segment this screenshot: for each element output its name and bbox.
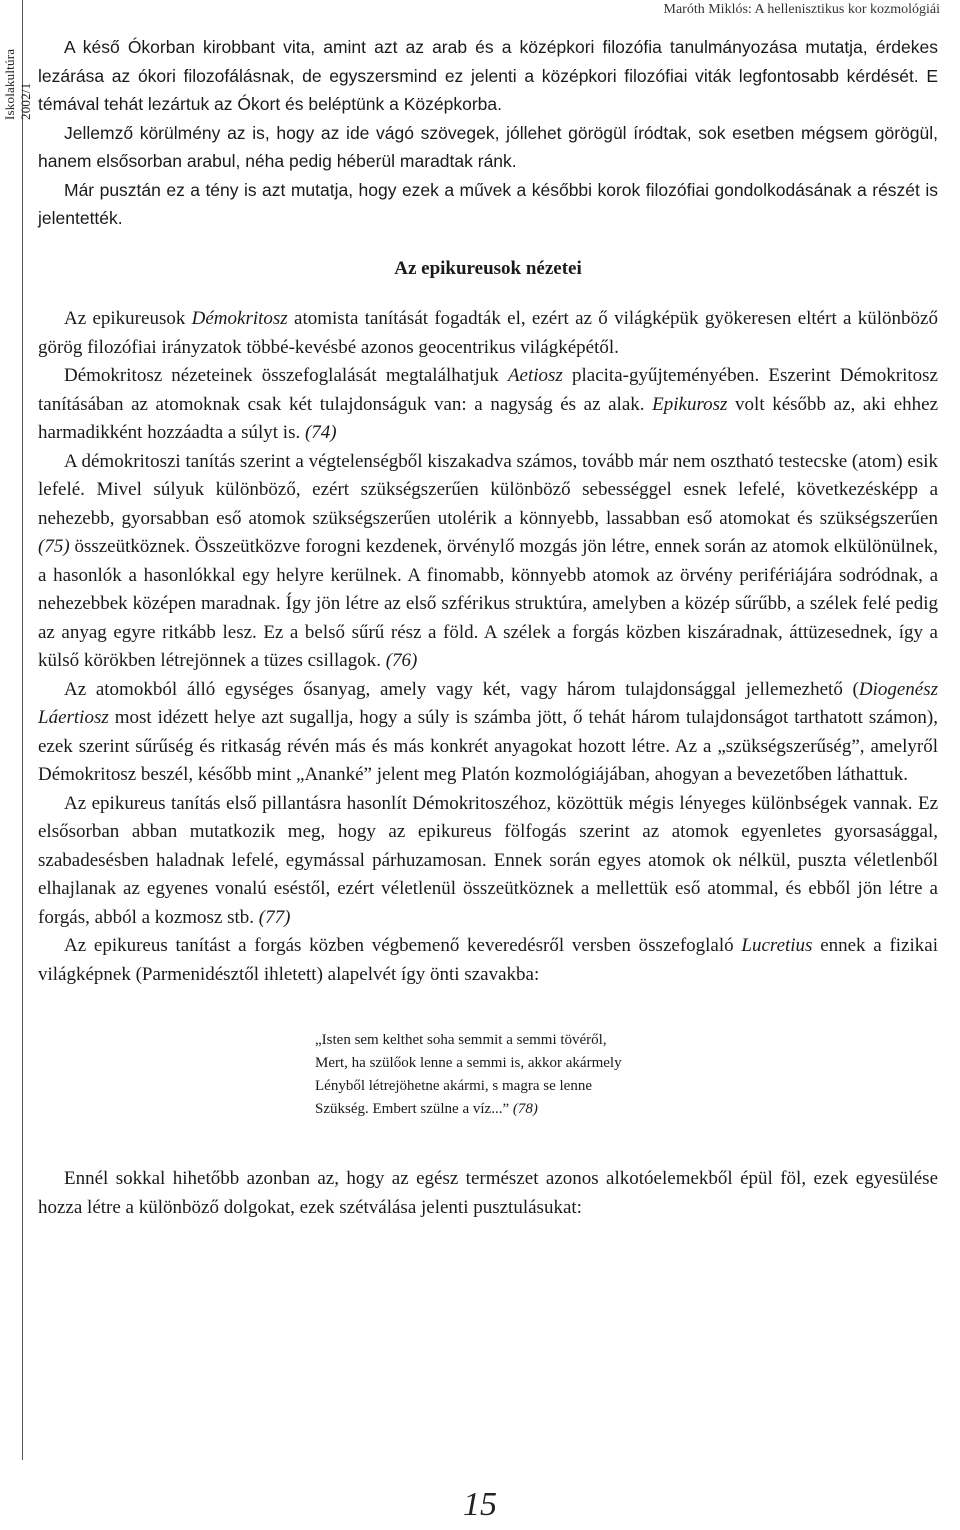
footnote-ref-76[interactable]: (76) xyxy=(385,650,418,671)
name-epicurus: Epikurosz xyxy=(652,393,728,415)
poem-line-2: Mert, ha szülőok lenne a semmi is, akkor akármely xyxy=(315,1055,622,1071)
paragraph-6: Az epikureus tanítást a forgás közben végbemenő keveredésről versben összefoglaló Lucretius ennek a fizikai világképnek (Parmenidésztől ihletett) alapelvét így önti szavakba: xyxy=(38,935,938,985)
paragraph-1: Az epikureusok Démokritosz atomista tanítását fogadták el, ezért az ő világképük gyökeresen eltért a különböző görög filozófiai irányzatok többé-kevésbé azonos geocentrikus világképétől. xyxy=(38,308,938,358)
footnote-ref-77[interactable]: (77) xyxy=(258,906,291,928)
paragraph-3: A démokritoszi tanítás szerint a végtelenségből kiszakadva számos, tovább már nem osztható testecske (atom) esik lefelé. Mivel súlyuk különböző, ezért szükségszerűen különböző sebességgel esnek lefelé, következésképp a nehezebb, gyorsabban eső atomok szükségszerűen utolérik a könnyebb, lassabban eső atomokat és szükségszerűen (75) összeütköznek. Összeütközve forogni kezdenek, örvénylő mozgás jön létre, ennek során az atomok elkülönülnek, a hasonlók a hasonlókkal egy helyre kerülnek. A finomabb, könnyebb atomok az örvény perifériájára sodródnak, a nehezebbek középen maradnak. Így jön létre az első szférikus struktúra, amelyben a közép sűrűbb, a szélek felé pedig az anyag egyre ritkább lesz. Ez a belső sűrű rész a föld. A szélek a forgás közben kiszáradnak, áttüzesednek, így a külső körökben létrejönnek a tüzes csillagok. (76) xyxy=(38,450,938,671)
section-heading: Az epikureusok nézetei xyxy=(394,257,582,279)
intro-paragraph-3: Már pusztán ez a tény is azt mutatja, hogy ezek a művek a későbbi korok filozófiai gondolkodásának a részét is jelentették. xyxy=(38,179,938,228)
intro-paragraph-2: Jellemző körülmény az is, hogy az ide vágó szövegek, jóllehet görögül íródtak, sok esetben mégsem görögül, hanem elsősorban arabul, néha pedig héberül maradtak ránk. xyxy=(38,122,938,171)
footnote-ref-75[interactable]: (75) xyxy=(38,536,70,557)
name-lucretius: Lucretius xyxy=(741,935,813,956)
article-body xyxy=(38,33,938,1222)
paragraph-7: Ennél sokkal hihetőbb azonban az, hogy az egész természet azonos alkotóelemekből épül föl, ezek egyesülése hozza létre a különböző dolgokat, ezek szétválása jelenti pusztulásukat: xyxy=(38,1168,938,1218)
poem-line-3: Lényből létrejöhetne akármi, s magra se lenne xyxy=(315,1078,592,1094)
poem-line-4: Szükség. Embert szülne a víz...” (78) xyxy=(315,1101,538,1117)
paragraph-4: Az atomokból álló egységes ősanyag, amely vagy két, vagy három tulajdonsággal jellemezhető (Diogenész Láertiosz most idézett helye azt sugallja, hogy a súly is számba jött, ő tehát három tulajdonságot tarthatott számon), ezek szerint sűrűség és ritkaság révén más és más konkrét anyagokat hozott létre. Az a „szükségszerűség”, amelyről Démokritosz beszél, később mint „Ananké” jelent meg Platón kozmológiájában, ahogyan a bevezetőben láthattuk. xyxy=(38,678,938,785)
sidebar xyxy=(0,0,33,1460)
name-aetius: Aetiosz xyxy=(507,365,563,386)
running-title: Maróth Miklós: A hellenisztikus kor kozmológiái xyxy=(663,2,940,17)
poem-quote xyxy=(315,1029,938,1121)
page-number: 15 xyxy=(463,1486,497,1523)
journal-label: Iskolakultúra 2002/1 xyxy=(2,48,33,120)
paragraph-2: Démokritosz nézeteinek összefoglalását megtalálhatjuk Aetiosz placita-gyűjteményében. Eszerint Démokritosz tanításában az atomoknak csak két tulajdonságuk van: a nagyság és az alak. Epikurosz volt később az, aki ehhez harmadikként hozzáadta a súlyt is. (74) xyxy=(38,365,938,443)
paragraph-5: Az epikureus tanítás első pillantásra hasonlít Démokritoszéhoz, közöttük mégis lényeges különbségek vannak. Ez elsősorban abban mutatkozik meg, hogy az epikureus fölfogás szerint az atomok egyenletes gyorsasággal, szabadesésben haladnak lefelé, egymással párhuzamosan. Ennek során egyes atomok ok nélkül, puszta véletlenből elhajlanak az egyenes vonalú eséstől, ezért véletlenül összeütköznek a mellettük eső atommal, és ebből jön létre a forgás, abból a kozmosz stb. (77) xyxy=(38,792,938,928)
intro-paragraph-1: A késő Ókorban kirobbant vita, amint azt az arab és a középkori filozófia tanulmányozása mutatja, érdekes lezárása az ókori filozofálásnak, de egyszersmind ez jelenti a középkori filozófiai viták legfontosabb kérdését. E témával tehát lezártuk az Ókort és beléptünk a Középkorba. xyxy=(38,37,938,114)
footnote-ref-78[interactable]: (78) xyxy=(512,1101,538,1117)
name-democritus: Démokritosz xyxy=(191,308,288,329)
name-diogenes-laertius: Diogenész Láertiosz xyxy=(38,678,938,728)
poem-line-1: „Isten sem kelthet soha semmit a semmi tövéről, xyxy=(315,1032,607,1048)
footnote-ref-74[interactable]: (74) xyxy=(304,422,337,443)
